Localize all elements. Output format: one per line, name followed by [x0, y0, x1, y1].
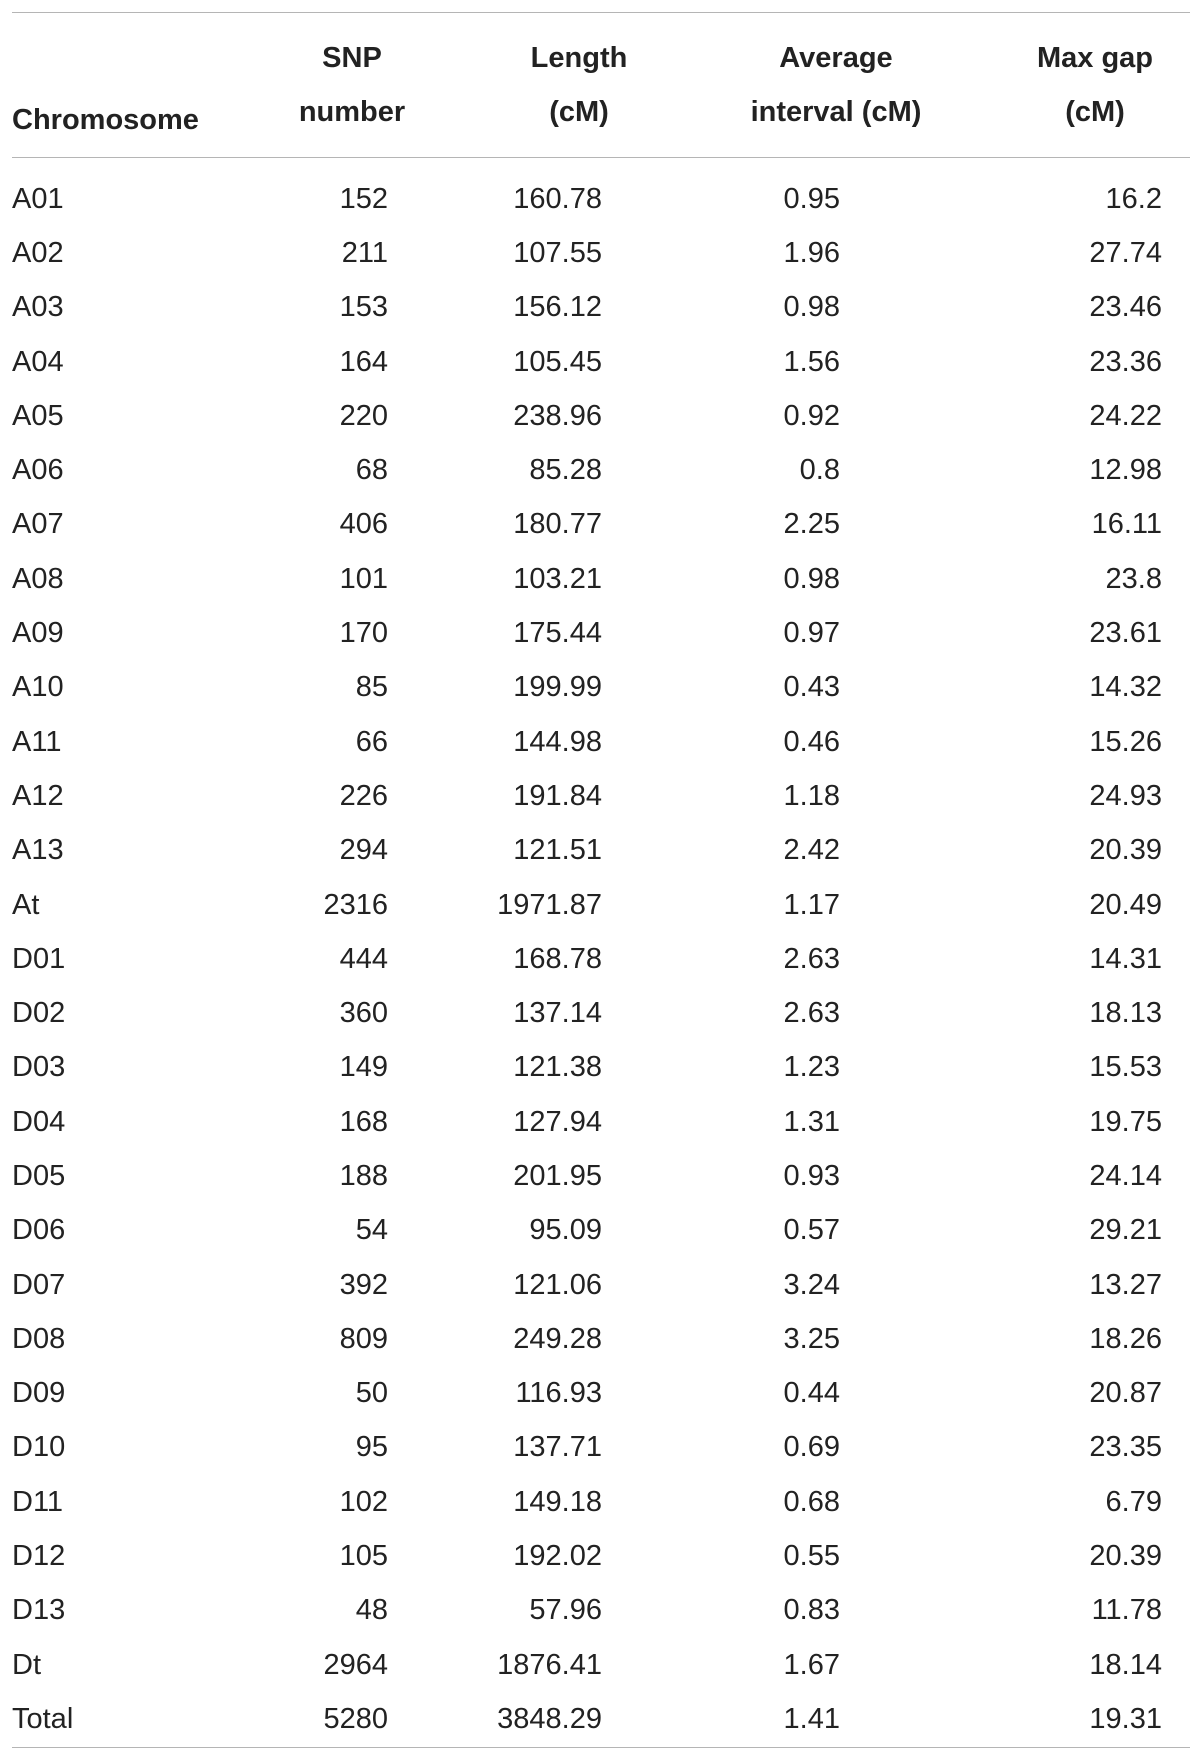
header-average-interval-line1: Average — [779, 42, 893, 74]
cell-snp-number: 152 — [339, 182, 388, 215]
header-chromosome-label: Chromosome — [12, 104, 199, 136]
cell-snp-number: 170 — [339, 617, 388, 650]
cell-chromosome: A01 — [12, 182, 64, 215]
cell-average-interval: 0.83 — [783, 1594, 840, 1627]
cell-chromosome: D10 — [12, 1431, 66, 1464]
cell-chromosome: A02 — [12, 236, 64, 269]
cell-chromosome: D01 — [12, 942, 66, 975]
cell-max-gap: 20.39 — [1089, 834, 1162, 867]
table-row — [12, 1584, 1190, 1638]
cell-length: 249.28 — [513, 1322, 602, 1355]
cell-snp-number: 164 — [339, 345, 388, 378]
cell-snp-number: 809 — [339, 1322, 388, 1355]
header-max-gap-line2: (cM) — [1065, 96, 1125, 128]
table-row — [12, 443, 1190, 497]
table-row — [12, 1204, 1190, 1258]
cell-average-interval: 1.23 — [783, 1051, 840, 1084]
cell-average-interval: 0.98 — [783, 291, 840, 324]
cell-average-interval: 1.18 — [783, 779, 840, 812]
cell-max-gap: 23.61 — [1089, 617, 1162, 650]
table-row — [12, 281, 1190, 335]
header-snp-number-line2: number — [298, 96, 406, 128]
table-row — [12, 226, 1190, 280]
cell-snp-number: 95 — [355, 1431, 388, 1464]
cell-average-interval: 1.17 — [783, 888, 840, 921]
cell-snp-number: 68 — [355, 454, 388, 487]
table-row — [12, 1149, 1190, 1203]
cell-length: 144.98 — [513, 725, 602, 758]
snp-map-table-container — [12, 12, 1190, 1748]
table-row — [12, 932, 1190, 986]
cell-average-interval: 0.44 — [783, 1377, 840, 1410]
cell-max-gap: 20.39 — [1089, 1540, 1162, 1573]
cell-max-gap: 15.26 — [1089, 725, 1162, 758]
table-header — [12, 13, 1190, 158]
table-row — [12, 172, 1190, 226]
cell-average-interval: 0.68 — [783, 1485, 840, 1518]
cell-average-interval: 1.31 — [783, 1105, 840, 1138]
cell-chromosome: D04 — [12, 1105, 66, 1138]
cell-average-interval: 2.25 — [783, 508, 840, 541]
cell-length: 103.21 — [513, 562, 602, 595]
header-snp-number-line1: SNP — [322, 42, 382, 74]
cell-snp-number: 294 — [339, 834, 388, 867]
table-row — [12, 1041, 1190, 1095]
cell-average-interval: 2.42 — [783, 834, 840, 867]
cell-snp-number: 2316 — [323, 888, 388, 921]
cell-snp-number: 66 — [355, 725, 388, 758]
cell-average-interval: 0.46 — [783, 725, 840, 758]
cell-chromosome: A06 — [12, 454, 64, 487]
cell-max-gap: 6.79 — [1105, 1485, 1162, 1518]
cell-length: 137.71 — [513, 1431, 602, 1464]
cell-chromosome: D07 — [12, 1268, 66, 1301]
cell-average-interval: 2.63 — [783, 997, 840, 1030]
cell-snp-number: 211 — [341, 236, 388, 269]
cell-max-gap: 14.32 — [1089, 671, 1162, 704]
header-length — [426, 13, 672, 158]
cell-chromosome: D13 — [12, 1594, 66, 1627]
cell-snp-number: 226 — [339, 779, 388, 812]
cell-max-gap: 24.22 — [1089, 399, 1162, 432]
cell-max-gap: 18.26 — [1089, 1322, 1162, 1355]
cell-max-gap: 18.14 — [1089, 1648, 1162, 1681]
cell-average-interval: 0.98 — [783, 562, 840, 595]
header-max-gap-line1: Max gap — [1036, 42, 1154, 74]
cell-average-interval: 3.24 — [783, 1268, 840, 1301]
table-row — [12, 878, 1190, 932]
table-row — [12, 1692, 1190, 1747]
cell-snp-number: 2964 — [323, 1648, 388, 1681]
cell-snp-number: 149 — [339, 1051, 388, 1084]
cell-length: 121.51 — [513, 834, 602, 867]
cell-chromosome: D08 — [12, 1322, 66, 1355]
cell-average-interval: 0.92 — [783, 399, 840, 432]
cell-max-gap: 14.31 — [1089, 942, 1162, 975]
cell-length: 149.18 — [513, 1485, 602, 1518]
cell-average-interval: 0.55 — [783, 1540, 840, 1573]
cell-length: 201.95 — [513, 1159, 602, 1192]
header-row — [12, 13, 1190, 158]
cell-length: 168.78 — [513, 942, 602, 975]
cell-max-gap: 12.98 — [1089, 454, 1162, 487]
cell-chromosome: D06 — [12, 1214, 66, 1247]
cell-length: 116.93 — [515, 1377, 602, 1410]
cell-snp-number: 188 — [339, 1159, 388, 1192]
table-row — [12, 1475, 1190, 1529]
table-spacer-row — [12, 158, 1190, 173]
cell-length: 192.02 — [513, 1540, 602, 1573]
cell-length: 238.96 — [513, 399, 602, 432]
header-length-line2: (cM) — [549, 96, 609, 128]
cell-length: 107.55 — [513, 236, 602, 269]
cell-snp-number: 392 — [339, 1268, 388, 1301]
cell-snp-number: 444 — [339, 942, 388, 975]
table-body — [12, 158, 1190, 1748]
cell-chromosome: A11 — [12, 725, 62, 758]
table-row — [12, 606, 1190, 660]
snp-map-table — [12, 12, 1190, 1748]
cell-length: 175.44 — [513, 617, 602, 650]
cell-chromosome: A08 — [12, 562, 64, 595]
table-row — [12, 715, 1190, 769]
cell-snp-number: 220 — [339, 399, 388, 432]
cell-length: 85.28 — [529, 454, 602, 487]
table-row — [12, 1095, 1190, 1149]
header-average-interval-line2: interval (cM) — [750, 96, 922, 128]
cell-max-gap: 20.87 — [1089, 1377, 1162, 1410]
cell-average-interval: 1.67 — [783, 1648, 840, 1681]
cell-length: 180.77 — [513, 508, 602, 541]
table-row — [12, 824, 1190, 878]
cell-max-gap: 24.14 — [1089, 1159, 1162, 1192]
cell-snp-number: 48 — [355, 1594, 388, 1627]
cell-chromosome: Dt — [12, 1648, 41, 1681]
header-chromosome — [12, 13, 218, 158]
table-row — [12, 1312, 1190, 1366]
header-length-line1: Length — [530, 42, 628, 74]
cell-average-interval: 1.56 — [783, 345, 840, 378]
cell-snp-number: 168 — [339, 1105, 388, 1138]
cell-max-gap: 20.49 — [1089, 888, 1162, 921]
cell-length: 1971.87 — [497, 888, 602, 921]
cell-chromosome: D05 — [12, 1159, 66, 1192]
cell-chromosome: D12 — [12, 1540, 66, 1573]
cell-max-gap: 16.2 — [1105, 182, 1162, 215]
cell-chromosome: Total — [12, 1702, 74, 1735]
cell-chromosome: D02 — [12, 997, 66, 1030]
cell-max-gap: 23.46 — [1089, 291, 1162, 324]
cell-max-gap: 23.36 — [1089, 345, 1162, 378]
table-row — [12, 389, 1190, 443]
table-row — [12, 498, 1190, 552]
cell-max-gap: 27.74 — [1089, 236, 1162, 269]
cell-average-interval: 0.69 — [783, 1431, 840, 1464]
cell-average-interval: 0.93 — [783, 1159, 840, 1192]
cell-chromosome: A13 — [12, 834, 64, 867]
cell-max-gap: 11.78 — [1091, 1594, 1162, 1627]
cell-length: 199.99 — [513, 671, 602, 704]
cell-chromosome: D03 — [12, 1051, 66, 1084]
cell-length: 191.84 — [513, 779, 602, 812]
table-row — [12, 769, 1190, 823]
cell-max-gap: 18.13 — [1089, 997, 1162, 1030]
cell-max-gap: 29.21 — [1089, 1214, 1162, 1247]
cell-chromosome: D09 — [12, 1377, 66, 1410]
cell-snp-number: 153 — [339, 291, 388, 324]
header-average-interval — [672, 13, 940, 158]
cell-snp-number: 360 — [339, 997, 388, 1030]
cell-average-interval: 0.43 — [783, 671, 840, 704]
cell-max-gap: 19.75 — [1089, 1105, 1162, 1138]
table-row — [12, 1638, 1190, 1692]
cell-snp-number: 5280 — [323, 1702, 388, 1735]
cell-snp-number: 102 — [339, 1485, 388, 1518]
cell-chromosome: A09 — [12, 617, 64, 650]
cell-snp-number: 50 — [355, 1377, 388, 1410]
table-row — [12, 1421, 1190, 1475]
cell-chromosome: At — [12, 888, 40, 921]
cell-length: 160.78 — [513, 182, 602, 215]
table-row — [12, 552, 1190, 606]
cell-length: 156.12 — [513, 291, 602, 324]
cell-max-gap: 19.31 — [1089, 1702, 1162, 1735]
cell-length: 121.06 — [513, 1268, 602, 1301]
cell-average-interval: 0.97 — [783, 617, 840, 650]
table-row — [12, 986, 1190, 1040]
cell-average-interval: 0.8 — [799, 454, 840, 487]
cell-length: 95.09 — [529, 1214, 602, 1247]
cell-snp-number: 105 — [339, 1540, 388, 1573]
cell-chromosome: A05 — [12, 399, 64, 432]
cell-average-interval: 1.96 — [783, 236, 840, 269]
cell-chromosome: A04 — [12, 345, 64, 378]
cell-max-gap: 15.53 — [1089, 1051, 1162, 1084]
cell-average-interval: 3.25 — [783, 1322, 840, 1355]
table-row — [12, 1529, 1190, 1583]
header-snp-number — [218, 13, 426, 158]
cell-length: 127.94 — [513, 1105, 602, 1138]
cell-chromosome: D11 — [12, 1485, 64, 1518]
cell-length: 3848.29 — [497, 1702, 602, 1735]
cell-average-interval: 0.57 — [783, 1214, 840, 1247]
cell-snp-number: 406 — [339, 508, 388, 541]
cell-max-gap: 23.8 — [1105, 562, 1162, 595]
cell-max-gap: 24.93 — [1089, 779, 1162, 812]
cell-chromosome: A03 — [12, 291, 64, 324]
cell-length: 1876.41 — [497, 1648, 602, 1681]
table-spacer-cell — [12, 158, 1190, 173]
cell-chromosome: A07 — [12, 508, 64, 541]
cell-snp-number: 54 — [355, 1214, 388, 1247]
cell-length: 121.38 — [513, 1051, 602, 1084]
table-row — [12, 1258, 1190, 1312]
cell-length: 105.45 — [513, 345, 602, 378]
table-row — [12, 1367, 1190, 1421]
cell-average-interval: 0.95 — [783, 182, 840, 215]
cell-snp-number: 85 — [355, 671, 388, 704]
cell-chromosome: A10 — [12, 671, 64, 704]
cell-length: 137.14 — [513, 997, 602, 1030]
cell-max-gap: 16.11 — [1091, 508, 1162, 541]
table-row — [12, 661, 1190, 715]
cell-average-interval: 2.63 — [783, 942, 840, 975]
header-max-gap — [940, 13, 1190, 158]
cell-average-interval: 1.41 — [783, 1702, 840, 1735]
cell-chromosome: A12 — [12, 779, 64, 812]
cell-max-gap: 13.27 — [1089, 1268, 1162, 1301]
table-row — [12, 335, 1190, 389]
cell-max-gap: 23.35 — [1089, 1431, 1162, 1464]
cell-length: 57.96 — [529, 1594, 602, 1627]
cell-snp-number: 101 — [339, 562, 388, 595]
